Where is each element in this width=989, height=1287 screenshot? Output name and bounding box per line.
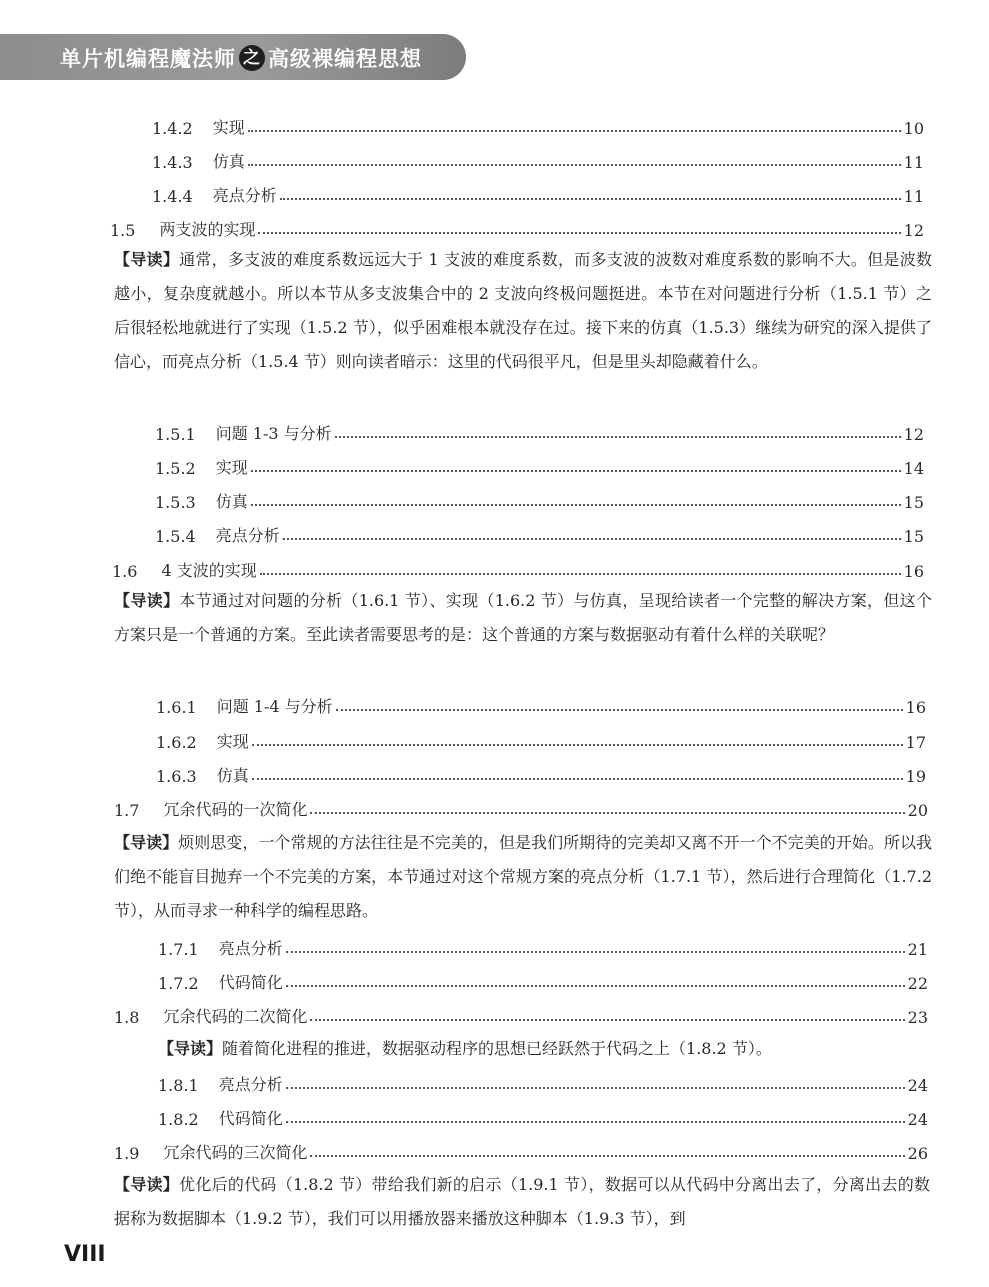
book-title-part2: 高级裸编程思想 <box>268 47 422 71</box>
section-intro <box>114 826 932 928</box>
toc-entry-number: 1.8.2 <box>158 1110 199 1129</box>
toc-entry-number: 1.4.4 <box>152 187 193 206</box>
toc-section[interactable] <box>112 557 924 581</box>
toc-entry-title: 冗余代码的二次简化 <box>163 1007 308 1026</box>
toc-entry[interactable] <box>152 182 924 206</box>
toc-entry-page: 23 <box>907 1008 928 1027</box>
toc-entry-title: 代码简化 <box>218 973 283 992</box>
toc-section[interactable] <box>114 1139 928 1163</box>
toc-entry-page: 11 <box>903 187 924 206</box>
intro-label: 【导读】 <box>114 1175 180 1194</box>
toc-entry-title: 亮点分析 <box>215 526 280 545</box>
toc-entry-title: 实现 <box>215 458 248 477</box>
toc-leader-dots <box>251 469 901 472</box>
page-number: VIII <box>64 1242 106 1267</box>
toc-section[interactable] <box>110 216 924 240</box>
toc-entry-number: 1.7.2 <box>158 974 199 993</box>
toc-entry-title: 亮点分析 <box>218 939 283 958</box>
toc-entry-title: 仿真 <box>212 152 245 171</box>
toc-entry-page: 20 <box>907 801 928 820</box>
toc-leader-dots <box>251 503 901 506</box>
toc-leader-dots <box>248 129 901 132</box>
toc-entry-page: 12 <box>903 221 924 240</box>
intro-text: 烦则思变，一个常规的方法往往是不完美的，但是我们所期待的完美却又离不开一个不完美的开始。所以我们绝不能盲目抛弃一个不完美的方案，本节通过对这个常规方案的亮点分析（1.7.1 节），然后进行合理简化（1.7.2 节），从而寻求一种科学的编程思路。 <box>114 833 932 920</box>
toc-entry-number: 1.9 <box>114 1144 140 1163</box>
toc-entry-page: 24 <box>907 1110 928 1129</box>
toc-leader-dots <box>286 1120 905 1123</box>
intro-label: 【导读】 <box>114 591 180 610</box>
toc-entry-title: 4 支波的实现 <box>161 561 257 580</box>
toc-leader-dots <box>310 1018 904 1021</box>
section-intro <box>114 584 932 652</box>
toc-entry[interactable] <box>158 969 928 993</box>
toc-entry-number: 1.8.1 <box>158 1076 199 1095</box>
toc-entry-title: 实现 <box>216 732 249 751</box>
toc-entry[interactable] <box>156 728 926 752</box>
toc-entry-page: 21 <box>907 940 928 959</box>
toc-section[interactable] <box>114 796 928 820</box>
toc-entry-page: 14 <box>903 459 924 478</box>
toc-entry-number: 1.7.1 <box>158 940 199 959</box>
toc-leader-dots <box>258 231 900 234</box>
toc-entry-page: 10 <box>903 119 924 138</box>
toc-entry[interactable] <box>158 935 928 959</box>
toc-entry[interactable] <box>155 522 924 546</box>
toc-leader-dots <box>260 572 901 575</box>
toc-entry-number: 1.6 <box>112 562 138 581</box>
toc-entry[interactable] <box>156 693 926 717</box>
toc-entry-page: 17 <box>905 733 926 752</box>
toc-entry-number: 1.5.4 <box>155 527 196 546</box>
toc-entry-title: 问题 1-4 与分析 <box>216 697 333 716</box>
toc-entry-page: 15 <box>903 493 924 512</box>
toc-entry[interactable] <box>158 1105 928 1129</box>
toc-leader-dots <box>286 984 905 987</box>
toc-leader-dots <box>252 743 903 746</box>
toc-leader-dots <box>280 197 901 200</box>
intro-text: 随着简化进程的推进，数据驱动程序的思想已经跃然于代码之上（1.8.2 节）。 <box>222 1039 772 1058</box>
toc-entry-page: 26 <box>907 1144 928 1163</box>
toc-entry[interactable] <box>152 114 924 138</box>
toc-entry-number: 1.6.3 <box>156 767 197 786</box>
toc-leader-dots <box>335 435 901 438</box>
toc-entry-page: 22 <box>907 974 928 993</box>
intro-label: 【导读】 <box>158 1039 223 1058</box>
intro-text: 优化后的代码（1.8.2 节）带给我们新的启示（1.9.1 节），数据可以从代码中分离出去了，分离出去的数据称为数据脚本（1.9.2 节），我们可以用播放器来播放这种脚本（1.9.3 节），到 <box>114 1175 930 1228</box>
toc-entry-number: 1.4.3 <box>152 153 193 172</box>
toc-entry[interactable] <box>155 454 924 478</box>
toc-entry-title: 实现 <box>212 118 245 137</box>
toc-entry-title: 冗余代码的一次简化 <box>163 800 308 819</box>
toc-entry[interactable] <box>156 762 926 786</box>
toc-leader-dots <box>310 1154 904 1157</box>
book-title-part1: 单片机编程魔法师 <box>60 47 236 71</box>
book-title-connector: 之 <box>239 45 265 71</box>
toc-entry-title: 冗余代码的三次简化 <box>163 1143 308 1162</box>
section-intro <box>158 1032 928 1066</box>
toc-entry-number: 1.5.2 <box>155 459 196 478</box>
toc-entry-number: 1.5.1 <box>155 425 196 444</box>
toc-entry[interactable] <box>152 148 924 172</box>
toc-entry[interactable] <box>155 488 924 512</box>
toc-entry-title: 亮点分析 <box>218 1075 283 1094</box>
intro-text: 通常，多支波的难度系数远远大于 1 支波的难度系数，而多支波的波数对难度系数的影响不大。但是波数越小，复杂度就越小。所以本节从多支波集合中的 2 支波向终极问题挺进。本节在对问题进行分析（1.5.1 节）之后很轻松地就进行了实现（1.5.2 节），似乎困难根本就没存在过。接下来的仿真（1.5.3）继续为研究的深入提供了信心，而亮点分析（1.5.4 节）则向读者暗示：这里的代码很平凡，但是里头却隐藏着什么。 <box>114 250 932 371</box>
toc-entry-title: 代码简化 <box>218 1109 283 1128</box>
toc-entry-page: 11 <box>903 153 924 172</box>
toc-entry-page: 16 <box>903 562 924 581</box>
toc-entry-page: 24 <box>907 1076 928 1095</box>
toc-entry-number: 1.6.1 <box>156 698 197 717</box>
toc-entry-number: 1.8 <box>114 1008 140 1027</box>
toc-entry-title: 亮点分析 <box>212 186 277 205</box>
toc-leader-dots <box>286 950 905 953</box>
toc-entry[interactable] <box>155 420 924 444</box>
toc-leader-dots <box>283 537 901 540</box>
toc-leader-dots <box>248 163 901 166</box>
toc-leader-dots <box>336 708 903 711</box>
toc-entry-number: 1.4.2 <box>152 119 193 138</box>
toc-entry-number: 1.5 <box>110 221 136 240</box>
toc-entry-page: 19 <box>905 767 926 786</box>
toc-leader-dots <box>310 811 904 814</box>
toc-entry-title: 两支波的实现 <box>159 220 256 239</box>
toc-entry-number: 1.5.3 <box>155 493 196 512</box>
toc-leader-dots <box>252 777 903 780</box>
intro-text: 本节通过对问题的分析（1.6.1 节）、实现（1.6.2 节）与仿真，呈现给读者一个完整的解决方案，但这个方案只是一个普通的方案。至此读者需要思考的是：这个普通的方案与数据驱动有着什么样的关联呢？ <box>114 591 932 644</box>
toc-entry-number: 1.6.2 <box>156 733 197 752</box>
toc-entry-page: 15 <box>903 527 924 546</box>
toc-entry[interactable] <box>158 1071 928 1095</box>
toc-leader-dots <box>286 1086 905 1089</box>
toc-entry-page: 12 <box>903 425 924 444</box>
intro-label: 【导读】 <box>114 250 180 269</box>
toc-entry-title: 仿真 <box>216 766 249 785</box>
intro-label: 【导读】 <box>114 833 179 852</box>
section-intro <box>114 243 932 379</box>
toc-section[interactable] <box>114 1003 928 1027</box>
toc-entry-number: 1.7 <box>114 801 140 820</box>
toc-entry-title: 仿真 <box>215 492 248 511</box>
section-intro <box>114 1168 930 1236</box>
toc-entry-title: 问题 1-3 与分析 <box>215 424 332 443</box>
toc-entry-page: 16 <box>905 698 926 717</box>
